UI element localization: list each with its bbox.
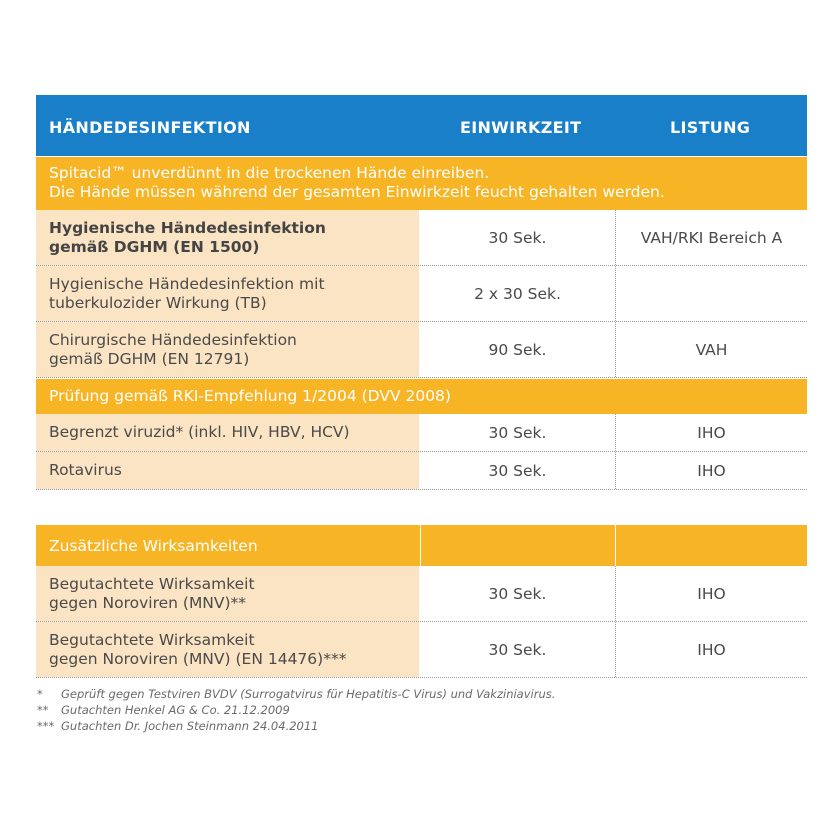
footnote-mark: ** — [37, 703, 49, 717]
footnote-mark: * — [37, 687, 43, 701]
table-row — [36, 452, 807, 490]
disinfection-table — [36, 95, 807, 678]
row-label-line: Hygienische Händedesinfektion — [49, 218, 326, 237]
header-handdesinfektion: HÄNDEDESINFEKTION — [49, 118, 251, 137]
header-einwirkzeit: EINWIRKZEIT — [460, 118, 582, 137]
table-row — [36, 622, 807, 678]
row-label-line: gemäß DGHM (EN 1500) — [49, 237, 260, 256]
instruction-note — [36, 156, 807, 210]
row-label-line: Begutachtete Wirksamkeit — [49, 574, 255, 593]
table-row — [36, 266, 807, 322]
row-listing: IHO — [616, 622, 807, 677]
row-label-line: Begutachtete Wirksamkeit — [49, 630, 255, 649]
row-label — [36, 322, 420, 377]
footnote — [37, 702, 555, 718]
row-label-line: Chirurgische Händedesinfektion — [49, 330, 297, 349]
row-label-line: Hygienische Händedesinfektion mit — [49, 274, 325, 293]
row-time: 30 Sek. — [420, 566, 616, 621]
section-extra-cell — [420, 525, 616, 566]
instruction-line: Spitacid™ unverdünnt in die trockenen Hände einreiben. — [49, 164, 490, 182]
table-row — [36, 566, 807, 622]
header-listung: LISTUNG — [670, 118, 751, 137]
section-extra-header — [36, 525, 807, 566]
row-listing: VAH/RKI Bereich A — [616, 210, 807, 265]
table-spacer — [36, 490, 807, 525]
row-label-line: tuberkulozider Wirkung (TB) — [49, 293, 267, 312]
row-time: 90 Sek. — [420, 322, 616, 377]
row-label: Begrenzt viruzid* (inkl. HIV, HBV, HCV) — [36, 414, 420, 451]
footnote-text: Gutachten Dr. Jochen Steinmann 24.04.2011 — [61, 719, 319, 733]
section-extra-cell — [616, 525, 807, 566]
row-label-line: gemäß DGHM (EN 12791) — [49, 349, 250, 368]
table-row — [36, 210, 807, 266]
row-label-line: gegen Noroviren (MNV) (EN 14476)*** — [49, 649, 347, 668]
row-listing: IHO — [616, 414, 807, 451]
row-label — [36, 622, 420, 677]
row-label — [36, 266, 420, 321]
row-time: 30 Sek. — [420, 210, 616, 265]
table-header — [36, 95, 807, 156]
row-time: 30 Sek. — [420, 622, 616, 677]
row-listing: IHO — [616, 452, 807, 489]
footnotes — [37, 686, 555, 734]
row-time: 2 x 30 Sek. — [420, 266, 616, 321]
instruction-line: Die Hände müssen während der gesamten Einwirkzeit feucht gehalten werden. — [49, 183, 665, 201]
section-rki: Prüfung gemäß RKI-Empfehlung 1/2004 (DVV 2008) — [36, 378, 807, 414]
row-listing: VAH — [616, 322, 807, 377]
footnote — [37, 718, 555, 734]
footnote-text: Geprüft gegen Testviren BVDV (Surrogatvirus für Hepatitis-C Virus) und Vakziniavirus. — [61, 687, 556, 701]
row-label-line: gegen Noroviren (MNV)** — [49, 593, 247, 612]
row-label: Rotavirus — [36, 452, 420, 489]
row-label — [36, 566, 420, 621]
row-listing — [616, 266, 807, 321]
table-row — [36, 414, 807, 452]
row-label — [36, 210, 420, 265]
section-extra-title: Zusätzliche Wirksamkeiten — [36, 525, 420, 566]
row-time: 30 Sek. — [420, 414, 616, 451]
footnote-text: Gutachten Henkel AG & Co. 21.12.2009 — [61, 703, 290, 717]
table-row — [36, 322, 807, 378]
row-time: 30 Sek. — [420, 452, 616, 489]
row-listing: IHO — [616, 566, 807, 621]
footnote-mark: *** — [37, 719, 55, 733]
footnote — [37, 686, 555, 702]
